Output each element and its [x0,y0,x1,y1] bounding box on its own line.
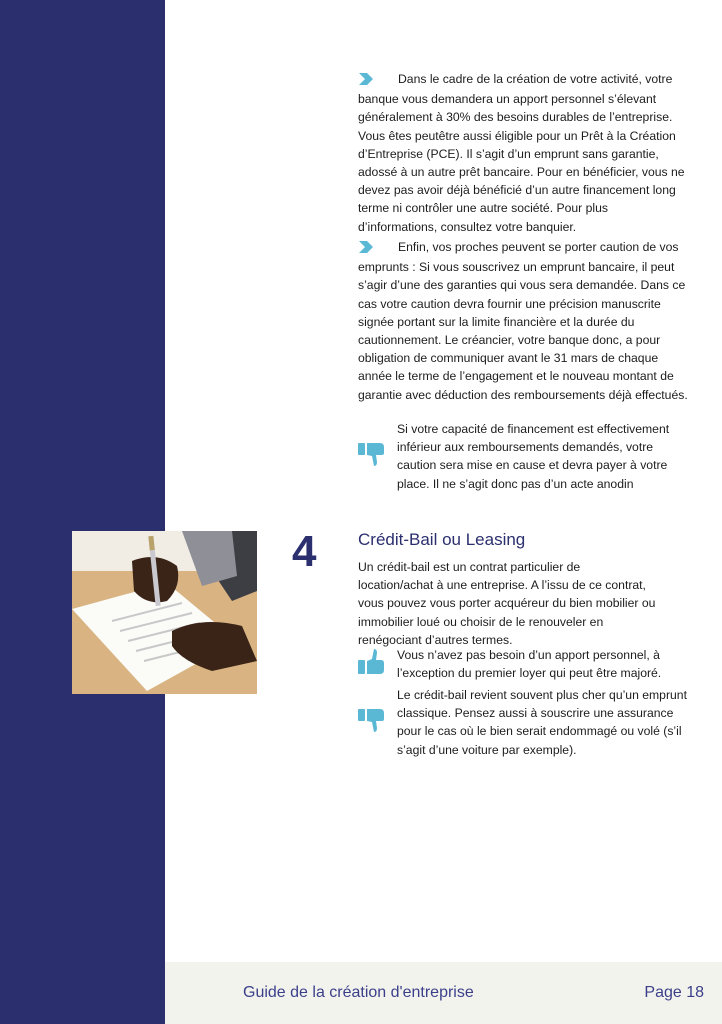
left-color-band [0,0,165,1024]
footer-document-title: Guide de la création d'entreprise [243,984,474,1001]
footer-page-number: Page 18 [644,984,704,1001]
paragraph-guarantee [358,238,690,404]
warning-note: Si votre capacité de financement est effectivement inférieur aux remboursements demandés, votre caution sera mise en cause et devra payer à votre place. Il ne s’agit donc pas d’un acte anodin [397,422,670,491]
thumbs-down-icon [357,440,387,470]
contract-signing-photo [72,531,257,694]
thumbs-down-icon [357,706,387,736]
thumbs-up-icon [357,647,387,677]
con-note: Le crédit-bail revient souvent plus cher qu’un emprunt classique. Pensez aussi à souscrire une assurance pour le cas où le bien serait endommagé ou volé (s’il s’agit d’une voiture par exemple). [397,688,687,757]
page-footer [165,962,722,1024]
pro-note: Vous n’avez pas besoin d’un apport personnel, à l’exception du premier loyer qui peut être majoré. [397,648,662,681]
chevron-right-icon [358,240,398,258]
chevron-right-icon [358,72,398,90]
paragraph-text: Enfin, vos proches peuvent se porter caution de vos emprunts : Si vous souscrivez un emprunt bancaire, il peut s’agir d’une des garanties qui vous sera demandée. Dans ce cas votre caution devra fournir une précision manuscrite signée portant sur la limite financière et la durée du cautionnement. Le créancier, votre banque donc, a pour obligation de communiquer avant le 31 mars de chaque année le terme de l’engagement et le nouveau montant de garantie avec déduction des remboursements déjà effectués. [358,240,688,402]
paragraph-text: Dans le cadre de la création de votre activité, votre banque vous demandera un apport personnel s’élevant généralement à 30% des besoins durables de l’entreprise. Vous êtes peutêtre aussi éligible pour un Prêt à la Création d’Entreprise (PCE). Il s’agit d’un emprunt sans garantie, adossé à un autre prêt bancaire. Pour en bénéficier, vous ne devez pas avoir déjà bénéficié d’un autre financement long terme ni contrôler une autre société. Pour plus d’informations, consultez votre banquier. [358,72,685,234]
paragraph-personal-contribution [358,70,690,236]
section-number: 4 [292,527,317,576]
section-title: Crédit-Bail ou Leasing [358,530,526,549]
leasing-intro: Un crédit-bail est un contrat particulier de location/achat à une entreprise. A l’issu de ce contrat, vous pouvez vous porter acquéreur du bien mobilier ou immobilier loué ou choisir de le renouveler en renégociant d’autres termes. [358,560,656,647]
